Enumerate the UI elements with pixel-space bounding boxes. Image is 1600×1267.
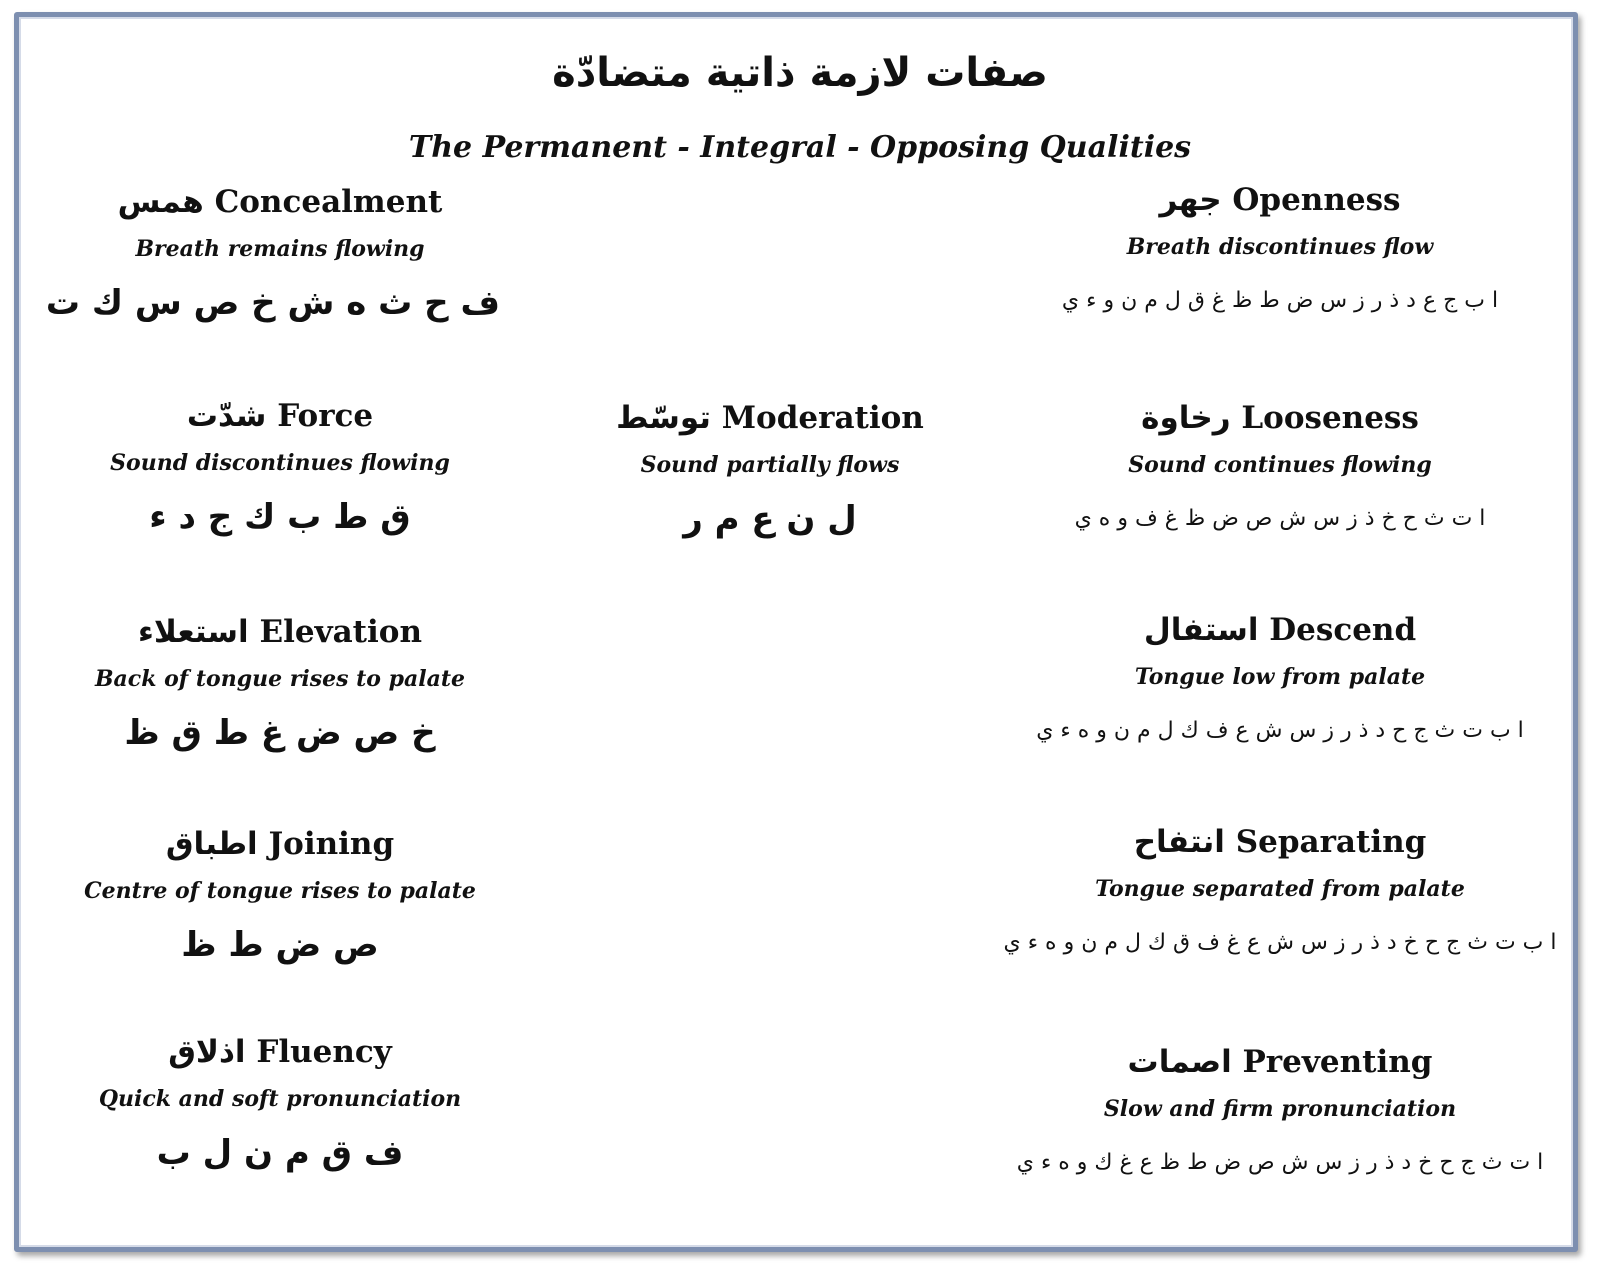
quality-heading (1000, 822, 1560, 862)
quality-heading (1000, 1042, 1560, 1082)
quality-arabic-name: استفال (1143, 612, 1259, 648)
quality-elevation (60, 612, 500, 756)
quality-arabic-name: جهر (1159, 182, 1222, 218)
quality-letters: ف ح ث ه ش خ ص س ك ت (45, 283, 500, 323)
quality-letters: ف ق م ن ل ب (156, 1133, 404, 1173)
quality-english-name: Openness (1232, 182, 1401, 218)
quality-arabic-name: اطباق (165, 826, 258, 862)
quality-description: Back of tongue rises to palate (94, 666, 466, 692)
quality-heading (1000, 180, 1560, 220)
quality-looseness (1000, 398, 1560, 542)
quality-english-name: Concealment (214, 184, 443, 220)
quality-letters: ا ت ث ح خ ذ ز س ش ص ض ظ غ ف و ه ي (1074, 506, 1486, 531)
quality-heading (1000, 610, 1560, 650)
quality-description: Sound continues flowing (1128, 452, 1432, 478)
quality-heading (60, 396, 500, 436)
quality-heading (60, 612, 500, 652)
quality-english-name: Separating (1235, 824, 1427, 860)
quality-heading (1000, 398, 1560, 438)
quality-arabic-name: همس (117, 184, 204, 220)
quality-arabic-name: اصمات (1127, 1044, 1232, 1080)
quality-heading (60, 824, 500, 864)
quality-english-name: Looseness (1241, 400, 1419, 436)
quality-separating (1000, 822, 1560, 966)
quality-description: Tongue low from palate (1134, 664, 1426, 690)
quality-letters: ا ب ت ث ج ح خ د ذ ر ز س ش ع غ ف ق ك ل م ن و ه ء ي (1003, 930, 1557, 955)
quality-arabic-name: شدّت (186, 398, 267, 434)
quality-english-name: Elevation (259, 614, 422, 650)
quality-letters: ا ت ث ج ح خ د ذ ر ز س ش ص ض ط ظ ع غ ك و ه ء ي (1016, 1150, 1544, 1175)
quality-fluency (60, 1032, 500, 1176)
quality-descend (1000, 610, 1560, 754)
quality-openness (1000, 180, 1560, 324)
quality-arabic-name: رخاوة (1141, 400, 1231, 436)
quality-description: Centre of tongue rises to palate (84, 878, 476, 904)
quality-description: Breath remains flowing (135, 236, 425, 262)
quality-preventing (1000, 1042, 1560, 1186)
quality-arabic-name: انتفاح (1133, 824, 1225, 860)
page-title-english: The Permanent - Integral - Opposing Qualities (408, 130, 1192, 165)
quality-letters: ا ب ت ث ج ح د ذ ر ز س ش ع ف ك ل م ن و ه ء ي (1036, 718, 1524, 743)
quality-joining (60, 824, 500, 968)
quality-description: Slow and firm pronunciation (1103, 1096, 1457, 1122)
quality-english-name: Joining (268, 826, 395, 862)
quality-letters: ص ض ط ظ (181, 925, 379, 965)
quality-arabic-name: توسّط (616, 400, 711, 436)
quality-english-name: Moderation (721, 400, 924, 436)
quality-heading (560, 398, 980, 438)
quality-arabic-name: اذلاق (168, 1034, 246, 1070)
quality-description: Quick and soft pronunciation (98, 1086, 462, 1112)
quality-heading (60, 1032, 500, 1072)
quality-letters: ق ط ب ك ج د ء (149, 497, 411, 537)
quality-force (60, 396, 500, 540)
quality-moderation (560, 398, 980, 542)
quality-english-name: Fluency (256, 1034, 392, 1070)
quality-concealment (45, 182, 500, 326)
quality-letters: ا ب ج ع د ذ ر ز س ض ط ظ غ ق ل م ن و ء ي (1061, 288, 1499, 313)
quality-description: Sound partially flows (640, 452, 900, 478)
quality-arabic-name: استعلاء (138, 614, 249, 650)
quality-letters: ل ن ع م ر (683, 499, 857, 539)
quality-english-name: Descend (1269, 612, 1417, 648)
quality-description: Tongue separated from palate (1095, 876, 1465, 902)
quality-letters: خ ص ض غ ط ق ظ (124, 713, 436, 753)
quality-english-name: Preventing (1242, 1044, 1433, 1080)
quality-english-name: Force (277, 398, 374, 434)
quality-description: Sound discontinues flowing (110, 450, 450, 476)
quality-heading (60, 182, 500, 222)
quality-description: Breath discontinues flow (1126, 234, 1434, 260)
page-title-arabic: صفات لازمة ذاتية متضادّة (552, 50, 1048, 96)
